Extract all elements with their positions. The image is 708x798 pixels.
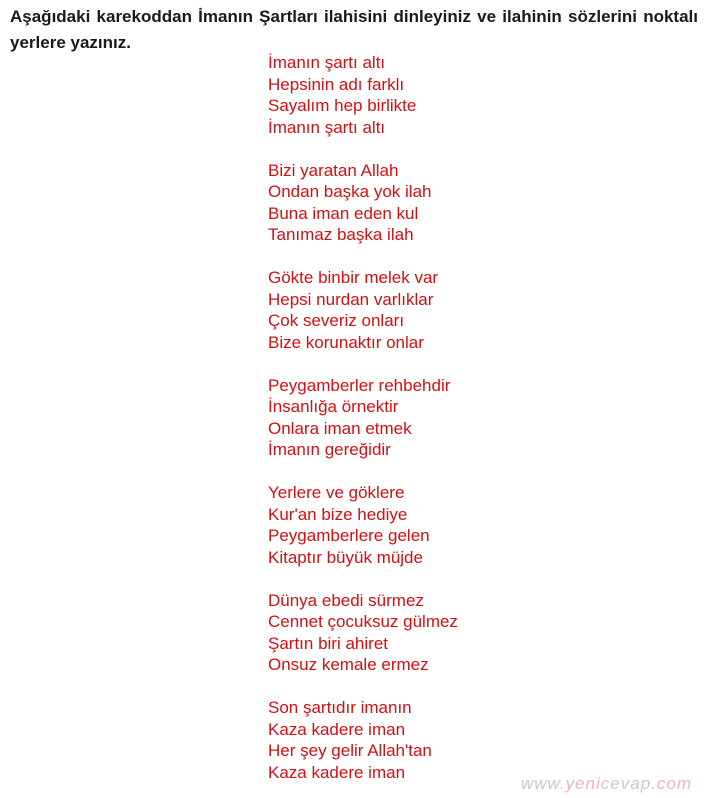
poem-line: Kitaptır büyük müjde bbox=[268, 547, 423, 567]
poem-line: Kaza kadere iman bbox=[268, 719, 406, 739]
poem-stanza bbox=[268, 482, 458, 568]
poem-line: İmanın şartı altı bbox=[268, 117, 386, 137]
watermark-part: www. bbox=[520, 774, 566, 793]
watermark-part: cevap bbox=[600, 774, 652, 793]
poem-line: Peygamberlere gelen bbox=[268, 526, 430, 545]
poem-line: Çok severiz onları bbox=[268, 311, 405, 330]
poem-line: Her şey gelir Allah'tan bbox=[268, 741, 432, 760]
poem-line: Hepsi nurdan varlıklar bbox=[268, 289, 434, 309]
poem-line: İmanın gereğidir bbox=[268, 440, 391, 459]
poem-line: Kur'an bize hediye bbox=[268, 504, 408, 524]
poem-line: Bize korunaktır onlar bbox=[268, 332, 424, 352]
poem-stanza bbox=[268, 375, 458, 461]
poem-line: Buna iman eden kul bbox=[268, 203, 419, 223]
poem-line: Tanımaz başka ilah bbox=[268, 225, 414, 244]
poem-line: Sayalım hep birlikte bbox=[268, 96, 417, 115]
poem-line: Peygamberler rehbehdir bbox=[268, 375, 451, 395]
poem-stanza bbox=[268, 160, 458, 246]
poem-line: Bizi yaratan Allah bbox=[268, 160, 399, 180]
poem-stanza bbox=[268, 267, 458, 353]
poem-line: İnsanlığa örnektir bbox=[268, 397, 399, 416]
poem-line: Hepsinin adı farklı bbox=[268, 74, 405, 94]
poem-line: Şartın biri ahiret bbox=[268, 633, 388, 653]
poem-line: Dünya ebedi sürmez bbox=[268, 590, 424, 610]
poem-stanza bbox=[268, 590, 458, 676]
instruction-text: Aşağıdaki karekoddan İmanın Şartları ilahisini dinleyiniz ve ilahinin sözlerini noktalı yerlere yazınız. bbox=[10, 7, 698, 52]
watermark-part: .com bbox=[651, 774, 692, 793]
poem-line: Gökte binbir melek var bbox=[268, 268, 439, 287]
poem-stanza bbox=[268, 52, 458, 138]
poem-line: Ondan başka yok ilah bbox=[268, 182, 432, 201]
poem-line: Son şartıdır imanın bbox=[268, 698, 412, 717]
poem-line: Cennet çocuksuz gülmez bbox=[268, 612, 458, 631]
poem-line: Onsuz kemale ermez bbox=[268, 655, 429, 674]
poem-lyrics bbox=[268, 52, 458, 783]
poem-stanza bbox=[268, 697, 458, 783]
poem-line: İmanın şartı altı bbox=[268, 53, 386, 72]
poem-line: Yerlere ve göklere bbox=[268, 483, 405, 502]
watermark-part: yeni bbox=[565, 774, 601, 793]
site-watermark bbox=[521, 774, 692, 794]
poem-line: Kaza kadere iman bbox=[268, 762, 406, 782]
poem-line: Onlara iman etmek bbox=[268, 418, 412, 438]
